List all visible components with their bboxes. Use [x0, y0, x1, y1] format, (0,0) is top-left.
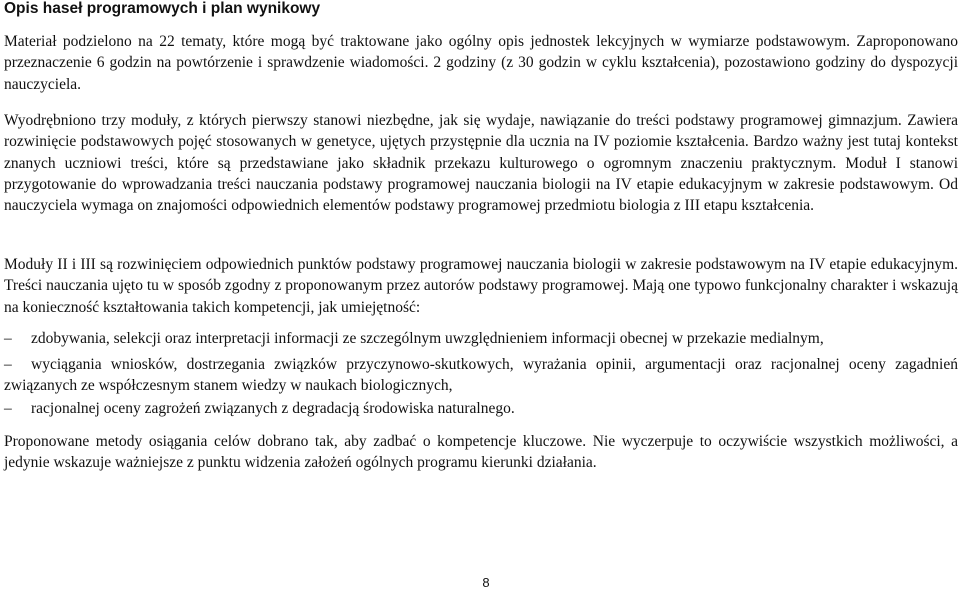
- paragraph-4: Proponowane metody osiągania celów dobrano tak, aby zadbać o kompetencje kluczowe. Nie wyczerpuje to oczywiście wszystkich możliwości, a jedynie wskazuje ważniejsze z punktu widzenia założeń ogólnych programu kierunki działania.: [4, 433, 958, 472]
- page-title: Opis haseł programowych i plan wynikowy: [4, 0, 321, 17]
- list-item-text: racjonalnej oceny zagrożeń związanych z degradacją środowiska naturalnego.: [31, 400, 515, 417]
- list-item-text: wyciągania wniosków, dostrzegania związków przyczynowo-skutkowych, wyrażania opinii, argumentacji oraz racjonalnej oceny zagadnień związanych ze współczesnym stanem wiedzy w naukach biologicznych,: [4, 356, 958, 395]
- list-dash: –: [4, 356, 12, 373]
- paragraph-1: Materiał podzielono na 22 tematy, które mogą być traktowane jako ogólny opis jednostek lekcyjnych w wymiarze podstawowym. Zaproponowano przeznaczenie 6 godzin na powtórzenie i sprawdzenie wiadomości. 2 godziny (z 30 godzin w cyklu kształcenia), pozostawiono godziny do dyspozycji nauczyciela.: [4, 33, 958, 93]
- list-item: [4, 398, 958, 419]
- list-item-text: zdobywania, selekcji oraz interpretacji informacji ze szczególnym uwzględnieniem informacji obecnej w przekazie medialnym,: [31, 330, 824, 347]
- paragraph-3: Moduły II i III są rozwinięciem odpowiednich punktów podstawy programowej nauczania biologii w zakresie podstawowym na IV etapie edukacyjnym. Treści nauczania ujęto tu w sposób zgodny z proponowanym przez autorów podstawy programowej. Mają one typowo funkcjonalny charakter i wskazują na konieczność kształtowania takich kompetencji, jak umiejętność:: [4, 256, 958, 316]
- page-number: 8: [482, 575, 490, 590]
- list-dash: –: [4, 330, 12, 347]
- paragraph-2: Wyodrębniono trzy moduły, z których pierwszy stanowi niezbędne, jak się wydaje, nawiązanie do treści podstawy programowej gimnazjum. Zawiera rozwinięcie podstawowych pojęć stosowanych w genetyce, ujętych przystępnie dla ucznia na IV poziomie kształcenia. Bardzo ważny jest tutaj kontekst znanych uczniowi treści, które są przedstawiane jako składnik przekazu kulturowego o ogromnym znaczeniu praktycznym. Moduł I stanowi przygotowanie do wprowadzania treści nauczania podstawy programowej nauczania biologii na IV etapie edukacyjnym w zakresie podstawowym. Od nauczyciela wymaga on znajomości odpowiednich elementów podstawy programowej przedmiotu biologia z III etapu kształcenia.: [4, 112, 958, 215]
- list-item: [4, 354, 958, 397]
- list-item: [4, 328, 958, 349]
- list-dash: –: [4, 400, 12, 417]
